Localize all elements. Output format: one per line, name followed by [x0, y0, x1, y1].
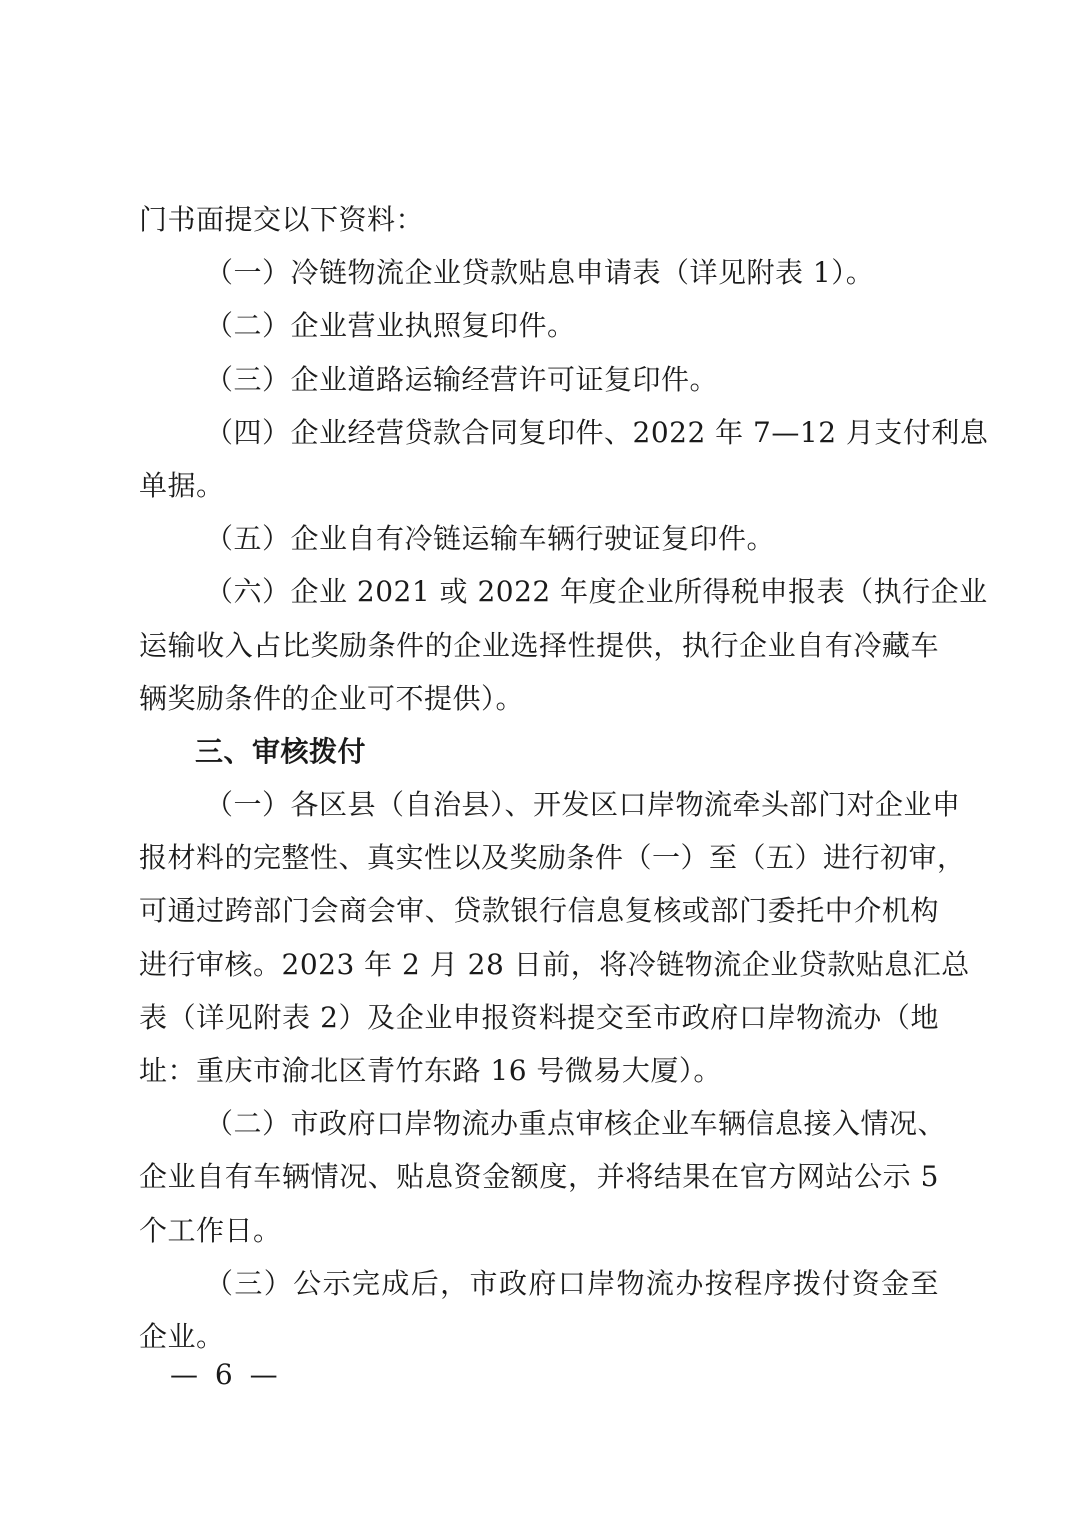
page-number: — 6 —	[170, 1358, 282, 1391]
list-item-loan-contract: （四）企业经营贷款合同复印件、2022 年 7—12 月支付利息	[205, 415, 989, 449]
text-line: 个工作日。	[139, 1213, 282, 1247]
text-line: 企业。	[139, 1319, 225, 1353]
text-line: 辆奖励条件的企业可不提供）。	[139, 681, 525, 715]
text-line: 表（详见附表 2）及企业申报资料提交至市政府口岸物流办（地	[139, 1000, 939, 1034]
text-line: 单据。	[139, 468, 225, 502]
text-line: 运输收入占比奖励条件的企业选择性提供，执行企业自有冷藏车	[139, 628, 939, 662]
list-item-key-review: （二）市政府口岸物流办重点审核企业车辆信息接入情况、	[205, 1107, 947, 1141]
text-line: 企业自有车辆情况、贴息资金额度，并将结果在官方网站公示 5	[139, 1160, 939, 1194]
list-item-tax-return: （六）企业 2021 或 2022 年度企业所得税申报表（执行企业	[205, 575, 988, 609]
document-body	[139, 193, 989, 1363]
section-heading: 三、审核拨付	[195, 734, 367, 768]
list-item-transport-permit: （三）企业道路运输经营许可证复印件。	[205, 362, 719, 396]
text-line: 可通过跨部门会商会审、贷款银行信息复核或部门委托中介机构	[139, 894, 939, 928]
list-item-fund-disbursement: （三）公示完成后，市政府口岸物流办按程序拨付资金至	[205, 1266, 939, 1300]
list-item-application-form: （一）冷链物流企业贷款贴息申请表（详见附表 1）。	[205, 256, 875, 290]
list-item-vehicle-license: （五）企业自有冷链运输车辆行驶证复印件。	[205, 522, 776, 556]
list-item-initial-review: （一）各区县（自治县）、开发区口岸物流牵头部门对企业申	[205, 788, 961, 822]
text-line: 报材料的完整性、真实性以及奖励条件（一）至（五）进行初审，	[139, 841, 966, 875]
text-line: 进行审核。2023 年 2 月 28 日前，将冷链物流企业贷款贴息汇总	[139, 947, 970, 981]
list-item-business-license: （二）企业营业执照复印件。	[205, 309, 576, 343]
text-line: 门书面提交以下资料：	[139, 203, 425, 236]
text-line: 址：重庆市渝北区青竹东路 16 号微易大厦）。	[139, 1054, 722, 1087]
